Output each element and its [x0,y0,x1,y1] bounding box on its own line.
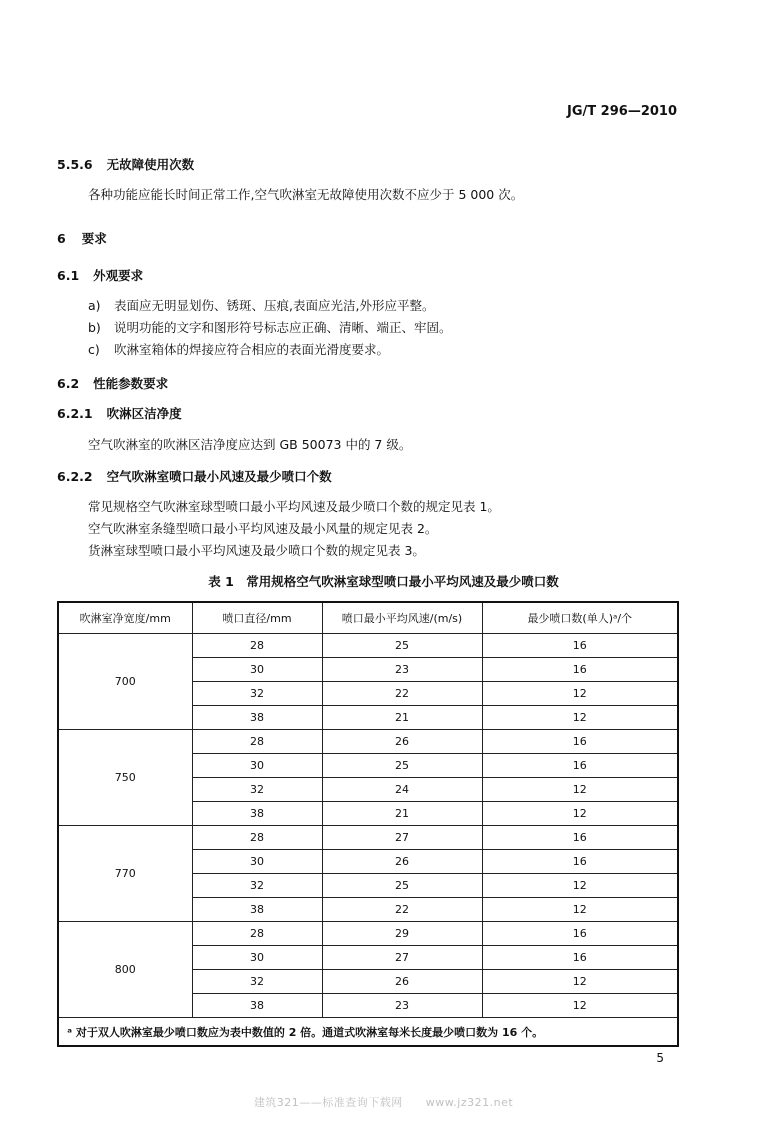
diameter-cell: 28 [192,634,322,658]
list-item-text: 吹淋室箱体的焊接应符合相应的表面光滑度要求。 [114,342,390,357]
diameter-cell: 38 [192,994,322,1018]
section-6-heading [57,229,107,247]
velocity-cell: 21 [322,802,482,826]
count-cell: 12 [482,682,678,706]
section-title: 性能参数要求 [93,376,169,391]
table-row [58,634,678,658]
count-cell: 16 [482,946,678,970]
section-number: 6.2.1 [57,406,93,421]
width-cell: 700 [58,634,192,730]
width-cell: 770 [58,826,192,922]
width-cell: 750 [58,730,192,826]
count-cell: 12 [482,706,678,730]
column-header-nozzle-count: 最少喷口数(单人)ᵃ/个 [482,602,678,634]
diameter-cell: 38 [192,898,322,922]
section-title: 要求 [81,231,107,246]
list-item-text: 表面应无明显划伤、锈斑、压痕,表面应光洁,外形应平整。 [114,298,435,313]
count-cell: 16 [482,634,678,658]
section-title: 空气吹淋室喷口最小风速及最少喷口个数 [106,469,332,484]
diameter-cell: 32 [192,682,322,706]
velocity-cell: 26 [322,730,482,754]
velocity-cell: 26 [322,970,482,994]
table-footnote-row [58,1018,678,1047]
count-cell: 12 [482,970,678,994]
list-marker: c) [88,342,100,357]
velocity-cell: 25 [322,634,482,658]
section-number: 5.5.6 [57,157,93,172]
count-cell: 16 [482,850,678,874]
section-number: 6 [57,231,66,246]
velocity-cell: 29 [322,922,482,946]
diameter-cell: 38 [192,802,322,826]
section-title: 外观要求 [93,268,144,283]
list-item-text: 说明功能的文字和图形符号标志应正确、清晰、端正、牢固。 [114,320,452,335]
list-marker: b) [88,320,101,335]
section-number: 6.1 [57,268,80,283]
section-number: 6.2 [57,376,80,391]
diameter-cell: 30 [192,658,322,682]
section-6-2-2-line: 空气吹淋室条缝型喷口最小平均风速及最小风量的规定见表 2。 [88,521,438,536]
watermark: 建筑321——标准查询下载网 www.jz321.net [253,1096,514,1109]
count-cell: 12 [482,994,678,1018]
section-6-2-2-line: 常见规格空气吹淋室球型喷口最小平均风速及最少喷口个数的规定见表 1。 [88,499,500,514]
velocity-cell: 25 [322,754,482,778]
table-row [58,826,678,850]
column-header-diameter: 喷口直径/mm [192,602,322,634]
diameter-cell: 28 [192,826,322,850]
velocity-cell: 27 [322,826,482,850]
table-row [58,730,678,754]
section-6-2-1-heading [57,404,182,422]
diameter-cell: 30 [192,850,322,874]
list-item [88,296,434,314]
velocity-cell: 23 [322,658,482,682]
count-cell: 16 [482,730,678,754]
section-number: 6.2.2 [57,469,93,484]
column-header-width: 吹淋室净宽度/mm [58,602,192,634]
section-6-2-2-line: 货淋室球型喷口最小平均风速及最少喷口个数的规定见表 3。 [88,543,425,558]
velocity-cell: 24 [322,778,482,802]
section-6-2-2-heading [57,467,332,485]
diameter-cell: 32 [192,970,322,994]
width-cell: 800 [58,922,192,1018]
column-header-velocity: 喷口最小平均风速/(m/s) [322,602,482,634]
count-cell: 16 [482,922,678,946]
document-code: JG/T 296—2010 [567,104,677,119]
table-1 [57,601,679,1047]
list-item [88,318,452,336]
velocity-cell: 25 [322,874,482,898]
table-header-row [58,602,678,634]
table-footnote: ᵃ 对于双人吹淋室最少喷口数应为表中数值的 2 倍。通道式吹淋室每米长度最少喷口数为 16 个。 [58,1018,678,1047]
count-cell: 16 [482,658,678,682]
velocity-cell: 22 [322,898,482,922]
count-cell: 12 [482,874,678,898]
velocity-cell: 21 [322,706,482,730]
count-cell: 12 [482,898,678,922]
count-cell: 16 [482,826,678,850]
diameter-cell: 30 [192,946,322,970]
velocity-cell: 22 [322,682,482,706]
section-title: 吹淋区洁净度 [106,406,182,421]
diameter-cell: 32 [192,778,322,802]
count-cell: 12 [482,802,678,826]
diameter-cell: 28 [192,730,322,754]
page-number: 5 [656,1051,664,1065]
count-cell: 12 [482,778,678,802]
velocity-cell: 23 [322,994,482,1018]
section-5-5-6-heading [57,155,194,173]
velocity-cell: 27 [322,946,482,970]
list-item [88,340,389,358]
diameter-cell: 38 [192,706,322,730]
diameter-cell: 28 [192,922,322,946]
diameter-cell: 32 [192,874,322,898]
diameter-cell: 30 [192,754,322,778]
section-6-2-1-text: 空气吹淋室的吹淋区洁净度应达到 GB 50073 中的 7 级。 [88,437,412,452]
section-5-5-6-text: 各种功能应能长时间正常工作,空气吹淋室无故障使用次数不应少于 5 000 次。 [88,187,524,202]
section-6-1-heading [57,266,143,284]
section-title: 无故障使用次数 [106,157,195,172]
table-caption: 表 1 常用规格空气吹淋室球型喷口最小平均风速及最少喷口数 [208,574,559,589]
list-marker: a) [88,298,101,313]
count-cell: 16 [482,754,678,778]
table-row [58,922,678,946]
velocity-cell: 26 [322,850,482,874]
section-6-2-heading [57,374,168,392]
